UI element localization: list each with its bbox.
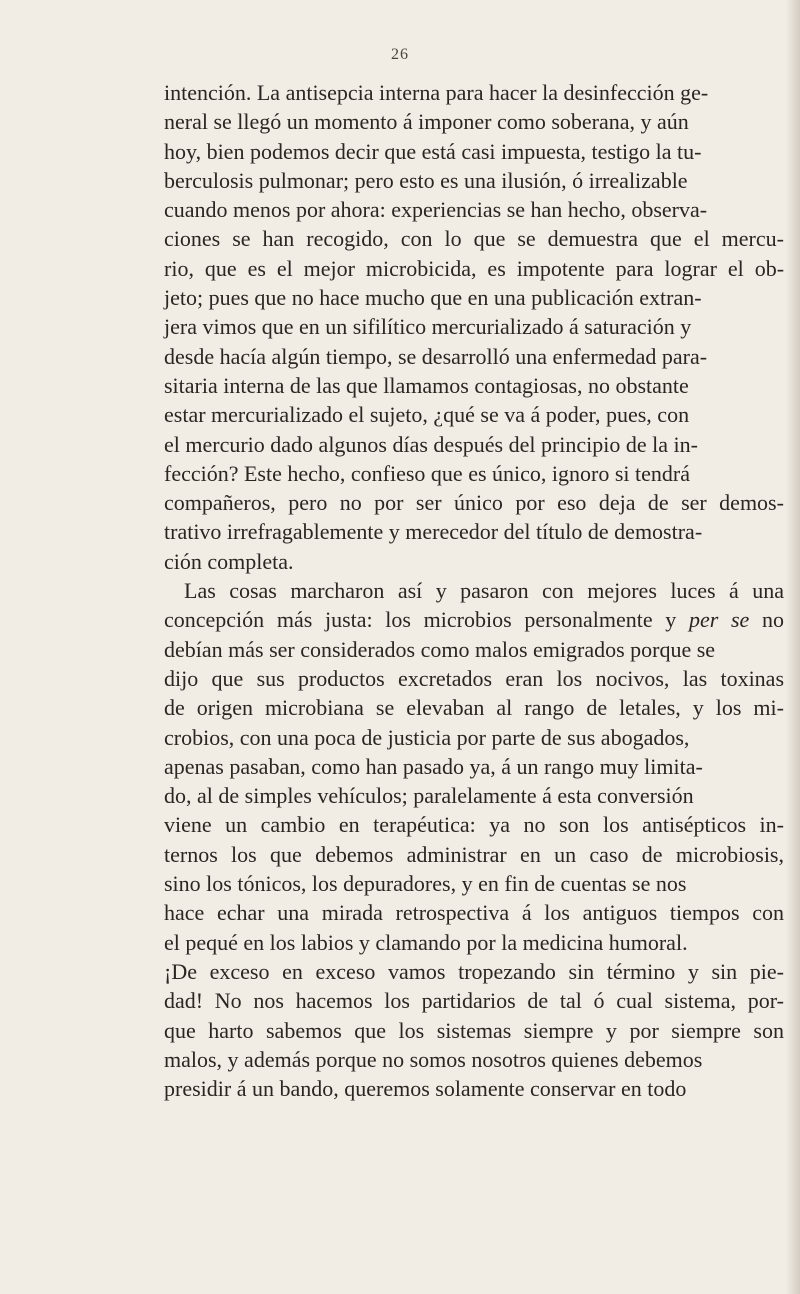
text-line: berculosis pulmonar; pero esto es una ilusión, ó irrealizable: [164, 167, 688, 193]
text-line: ternos los que debemos administrar en un caso de microbiosis,: [164, 841, 784, 867]
text-line: cuando menos por ahora: experiencias se han hecho, observa-: [164, 197, 708, 223]
text-line: do, al de simples vehículos; paralelamente á esta conversión: [164, 783, 694, 809]
text-line: viene un cambio en terapéutica: ya no son los antisépticos in-: [164, 812, 784, 838]
text-line: ¡De exceso en exceso vamos tropezando sin término y sin pie-: [164, 958, 785, 984]
italic-phrase: per se: [688, 607, 750, 633]
text-line: trativo irrefragablemente y merecedor del título de demostra-: [164, 519, 703, 545]
text-line: crobios, con una poca de justicia por parte de sus abogados,: [164, 724, 690, 750]
text-line: dad! No nos hacemos los partidarios de tal ó cual sistema, por-: [164, 988, 784, 1014]
text-line: presidir á un bando, queremos solamente conservar en todo: [164, 1076, 687, 1102]
text-line: ción completa.: [164, 548, 294, 574]
text-line: intención. La antisepcia interna para hacer la desinfección ge-: [164, 80, 709, 105]
text-line: desde hacía algún tiempo, se desarrolló una enfermedad para-: [164, 343, 708, 369]
text-line: hace echar una mirada retrospectiva á los antiguos tiempos con: [164, 900, 784, 926]
text-line: apenas pasaban, como han pasado ya, á un rango muy limita-: [164, 753, 703, 779]
text-line: estar mercurializado el sujeto, ¿qué se va á poder, pues, con: [164, 402, 690, 428]
text-line: fección? Este hecho, confieso que es único, ignoro si tendrá: [164, 460, 690, 486]
text-line: ciones se han recogido, con lo que se demuestra que el mercu-: [164, 226, 784, 252]
text-line: rio, que es el mejor microbicida, es impotente para lograr el ob-: [164, 255, 785, 281]
text-line: que harto sabemos que los sistemas siempre y por siempre son: [164, 1017, 784, 1043]
text-line: el mercurio dado algunos días después del principio de la in-: [164, 431, 698, 457]
text-line: neral se llegó un momento á imponer como soberana, y aún: [164, 109, 689, 135]
text-line: compañeros, pero no por ser único por eso deja de ser demos-: [164, 490, 784, 516]
page-number: 26: [391, 46, 409, 63]
text-line: jera vimos que en un sifilítico mercurializado á saturación y: [164, 314, 692, 340]
text-line: malos, y además porque no somos nosotros quienes debemos: [164, 1046, 703, 1072]
text-line: dijo que sus productos excretados eran los nocivos, las toxinas: [164, 665, 785, 691]
text-line: Las cosas marcharon así y pasaron con mejores luces á una: [184, 578, 784, 604]
text-line: hoy, bien podemos decir que está casi impuesta, testigo la tu-: [164, 138, 702, 164]
body-text: [164, 78, 800, 1103]
text-line: concepción más justa: los microbios personalmente y per se no: [164, 607, 785, 633]
text-line: sitaria interna de las que llamamos contagiosas, no obstante: [164, 372, 689, 398]
text-line: sino los tónicos, los depuradores, y en fin de cuentas se nos: [164, 871, 687, 897]
text-line: de origen microbiana se elevaban al rango de letales, y los mi-: [164, 695, 784, 721]
text-line: el pequé en los labios y clamando por la medicina humoral.: [164, 929, 688, 955]
text-line: jeto; pues que no hace mucho que en una publicación extran-: [164, 285, 702, 311]
text-line: debían más ser considerados como malos emigrados porque se: [164, 636, 716, 662]
